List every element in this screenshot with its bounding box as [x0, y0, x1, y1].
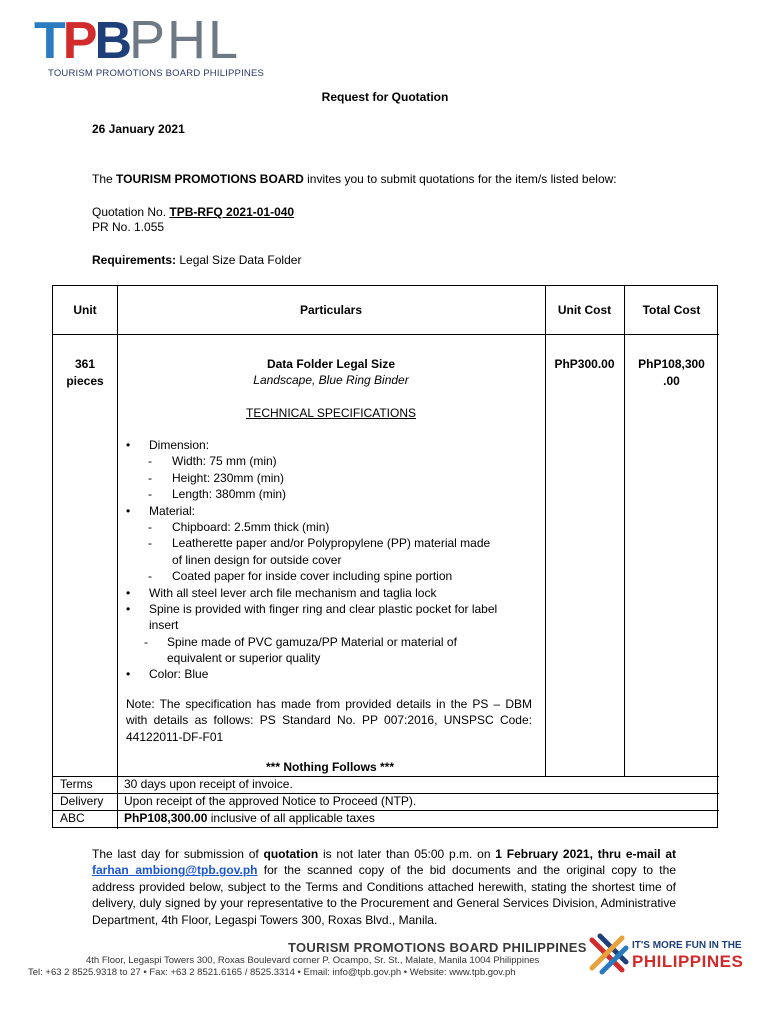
logo-subtitle: TOURISM PROMOTIONS BOARD PHILIPPINES — [48, 68, 265, 79]
spec-text: Spine made of PVC gamuza/PP Material or material of — [167, 634, 457, 649]
unit-quantity: 361 — [74, 357, 96, 371]
spec-item — [130, 650, 540, 666]
footer-org: TOURISM PROMOTIONS BOARD PHILIPPINES — [288, 940, 587, 955]
bullet-icon: • — [126, 503, 131, 518]
nothing-follows: *** Nothing Follows *** — [265, 760, 394, 774]
delivery-label: Delivery — [60, 794, 104, 808]
spec-text: equivalent or superior quality — [167, 651, 321, 666]
closing-text: for the scanned copy of the bid documents and the original copy to the address provided below, subject to the Terms and Conditions attached herewith, stating the shortest time of delivery, duly signed by your representative to the Procurement and General Services Division, Administrative Department, 4th Floor, Legaspi Towers 300, Roxas Blvd., Manila. — [92, 863, 676, 927]
tagline-1: IT'S MORE FUN IN THE — [632, 940, 742, 951]
header-total-cost: Total Cost — [642, 303, 701, 317]
dash-icon: - — [148, 454, 152, 469]
spec-item — [130, 535, 540, 551]
logo-phl-text: PHL — [129, 10, 241, 70]
footer-contact: Tel: +63 2 8525.9318 to 27 • Fax: +63 2 8521.6165 / 8525.3314 • Email: info@tpb.gov.ph • Website: www.tpb.gov.ph — [28, 967, 516, 978]
header-unit: Unit — [73, 303, 97, 317]
email-link[interactable]: farhan_ambiong@tpb.gov.ph — [92, 863, 258, 878]
spec-text: Chipboard: 2.5mm thick (min) — [172, 519, 330, 534]
bullet-icon: • — [126, 585, 131, 600]
requirements — [92, 253, 301, 267]
spec-item — [130, 568, 540, 584]
spec-item — [130, 470, 540, 486]
requirements-value: Legal Size Data Folder — [176, 253, 302, 267]
total-cost-value: PhP108,300 — [638, 357, 705, 371]
quotation-label: Quotation No. — [92, 205, 170, 219]
intro-prefix: The — [92, 172, 117, 186]
more-fun-logo — [586, 932, 744, 976]
table-divider — [53, 334, 719, 335]
spec-item — [126, 585, 540, 601]
tagline-2: PHILIPPINES — [632, 952, 744, 971]
closing-text: The last day for submission of — [92, 847, 264, 861]
spec-list — [126, 437, 540, 683]
spec-text: Coated paper for inside cover including spine portion — [172, 569, 453, 584]
abc-suffix: inclusive of all applicable taxes — [207, 811, 375, 825]
document-date: 26 January 2021 — [92, 122, 185, 136]
spec-text: Dimension: — [149, 438, 210, 452]
spec-text: Height: 230mm (min) — [172, 470, 285, 485]
weave-icon — [586, 932, 630, 976]
spec-item — [126, 601, 540, 617]
spec-item — [130, 519, 540, 535]
spec-item — [126, 437, 540, 453]
spec-item — [130, 486, 540, 502]
dash-icon: - — [144, 634, 148, 649]
closing-bold-deadline: 1 February 2021, thru e-mail at — [495, 847, 677, 861]
spec-item — [126, 666, 540, 682]
spec-item — [126, 503, 540, 519]
abc-amount: PhP108,300.00 — [124, 811, 208, 825]
terms-value: 30 days upon receipt of invoice. — [124, 777, 293, 791]
bullet-icon: • — [126, 601, 131, 616]
bullet-icon: • — [126, 667, 131, 682]
dash-icon: - — [148, 569, 152, 584]
spec-item — [130, 634, 540, 650]
intro-suffix: invites you to submit quotations for the item/s listed below: — [303, 172, 617, 186]
quotation-value: TPB-RFQ 2021-01-040 — [169, 205, 295, 219]
logo-letter-t: T — [34, 12, 63, 70]
footer-address: 4th Floor, Legaspi Towers 300, Roxas Boulevard corner P. Ocampo, Sr. St., Malate, Manila 1004 Philippines — [86, 955, 540, 966]
abc-value — [124, 811, 375, 825]
intro-org: TOURISM PROMOTIONS BOARD — [116, 172, 304, 186]
spec-text: Material: — [149, 503, 196, 518]
dash-icon: - — [148, 487, 152, 502]
pr-number: PR No. 1.055 — [92, 220, 165, 234]
spec-heading: TECHNICAL SPECIFICATIONS — [245, 406, 417, 420]
dash-icon: - — [148, 519, 152, 534]
abc-label: ABC — [60, 811, 85, 825]
dash-icon: - — [148, 536, 152, 551]
bullet-icon: • — [126, 438, 131, 452]
spec-text: With all steel lever arch file mechanism and taglia lock — [149, 585, 437, 600]
spec-item — [130, 617, 540, 633]
spec-text: insert — [149, 618, 179, 633]
spec-item — [130, 453, 540, 469]
delivery-value: Upon receipt of the approved Notice to Proceed (NTP). — [124, 794, 417, 808]
spec-text: Leatherette paper and/or Polypropylene (PP) material made — [172, 536, 491, 551]
spec-item — [130, 552, 540, 568]
closing-paragraph — [92, 846, 676, 928]
quotation-number — [92, 205, 294, 219]
spec-text: Length: 380mm (min) — [172, 487, 287, 502]
header-unit-cost: Unit Cost — [557, 303, 612, 317]
total-cost-value-cont: .00 — [663, 374, 680, 388]
tpb-phl-logo — [34, 10, 274, 80]
intro-text — [92, 172, 617, 186]
spec-text: Color: Blue — [149, 667, 209, 682]
logo-letter-b: B — [94, 12, 130, 70]
item-subtitle: Landscape, Blue Ring Binder — [253, 373, 409, 387]
logo-letter-p: P — [62, 12, 95, 70]
dash-icon: - — [148, 470, 152, 485]
terms-label: Terms — [60, 777, 93, 791]
header-particulars: Particulars — [299, 303, 363, 317]
document-title: Request for Quotation — [321, 90, 449, 104]
spec-text: Width: 75 mm (min) — [172, 454, 277, 469]
item-name: Data Folder Legal Size — [266, 357, 396, 371]
logo-mark — [34, 12, 129, 70]
table-divider — [117, 776, 118, 829]
spec-note: Note: The specification has made from provided details in the PS – DBM with details as follows: PS Standard No. PP 007:2016, UNSPSC Code: 44122011-DF-F01 — [126, 697, 532, 744]
unit-name: pieces — [66, 374, 104, 388]
closing-bold: quotation — [263, 847, 319, 861]
spec-text: Spine is provided with finger ring and clear plastic pocket for label — [149, 601, 498, 616]
unit-cost-value: PhP300.00 — [554, 357, 615, 371]
closing-text: is not later than 05:00 p.m. on — [318, 847, 496, 861]
requirements-label: Requirements: — [92, 253, 177, 267]
spec-text: of linen design for outside cover — [172, 552, 342, 567]
